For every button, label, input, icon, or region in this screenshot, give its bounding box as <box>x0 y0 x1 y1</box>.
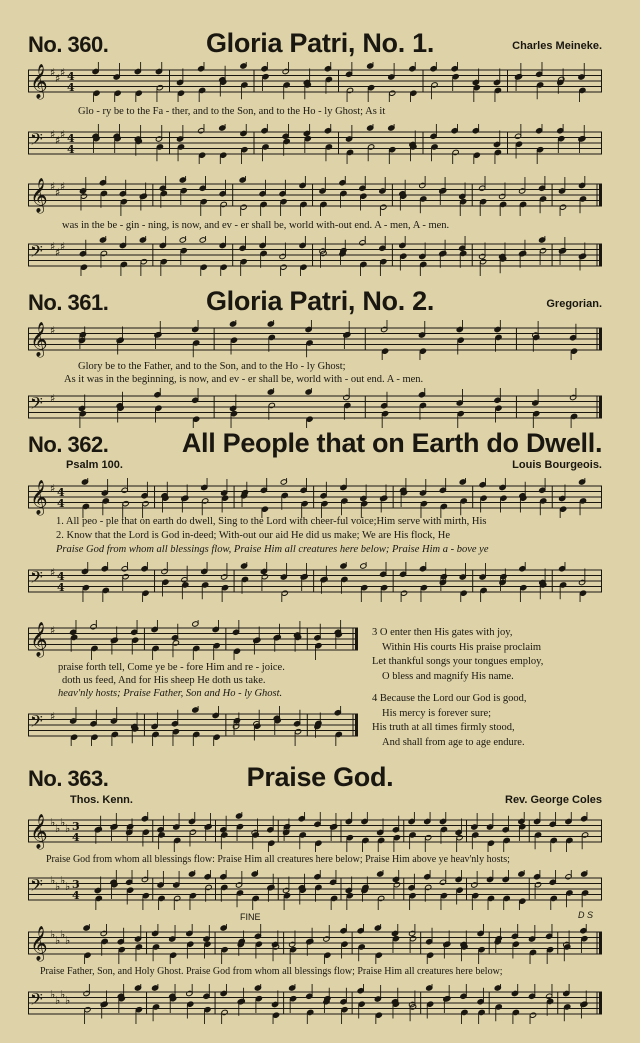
svg-text:4: 4 <box>67 81 75 94</box>
svg-text:𝄞: 𝄞 <box>30 480 48 515</box>
svg-text:4: 4 <box>72 831 80 844</box>
staff-treble <box>28 812 602 852</box>
svg-text:♯: ♯ <box>50 392 56 405</box>
staff-bass <box>28 562 602 602</box>
composer: Louis Bourgeois. <box>512 459 602 471</box>
svg-text:4: 4 <box>67 143 75 156</box>
verse-line: 3 O enter then His gates with joy, <box>372 627 513 638</box>
svg-text:♯: ♯ <box>60 180 66 193</box>
staff-treble <box>28 620 358 660</box>
svg-text:♯: ♯ <box>55 186 61 199</box>
additional-verses <box>372 626 622 758</box>
staff-bass <box>28 124 602 164</box>
svg-text:♭: ♭ <box>55 880 61 893</box>
svg-text:♭: ♭ <box>55 934 61 947</box>
svg-text:♯: ♯ <box>55 246 61 259</box>
svg-text:♭: ♭ <box>55 822 61 835</box>
svg-text:♯: ♯ <box>50 624 56 637</box>
author: Psalm 100. <box>66 459 123 471</box>
svg-text:𝄞: 𝄞 <box>30 622 48 657</box>
ds-marking: D S <box>578 910 594 920</box>
svg-text:♯: ♯ <box>55 134 61 147</box>
hymn-title: All People that on Earth do Dwell. <box>181 428 603 458</box>
svg-text:♭: ♭ <box>55 994 61 1007</box>
svg-text:♯: ♯ <box>50 566 56 579</box>
verse-4 <box>372 692 622 750</box>
fine-marking: FINE <box>240 912 261 922</box>
svg-text:3: 3 <box>72 878 80 891</box>
svg-text:♭: ♭ <box>65 822 71 835</box>
svg-text:♯: ♯ <box>60 128 66 141</box>
staff-treble <box>28 176 602 216</box>
svg-text:𝄞: 𝄞 <box>30 926 48 961</box>
svg-text:♭: ♭ <box>60 816 66 829</box>
svg-text:4: 4 <box>57 497 65 510</box>
svg-text:𝄢: 𝄢 <box>30 711 43 735</box>
lyric-line: Praise God from whom all blessings flow, Praise Him all creatures here below; Praise Him a - bove ye <box>56 544 489 555</box>
lyric-line: 2. Know that the Lord is God in-deed; With-out our aid He did us make; We are His flock, He <box>56 530 451 541</box>
lyric-line: heav'nly hosts; Praise Father, Son and Ho - ly Ghost. <box>58 688 283 699</box>
svg-text:4: 4 <box>72 889 80 902</box>
svg-text:♯: ♯ <box>50 324 56 337</box>
svg-text:♭: ♭ <box>50 874 56 887</box>
svg-text:4: 4 <box>67 70 75 83</box>
hymn-title: Praise God. <box>246 762 394 792</box>
svg-text:𝄞: 𝄞 <box>30 178 48 213</box>
svg-text:♯: ♯ <box>60 240 66 253</box>
lyric-line: doth us feed, And for His sheep He doth us take. <box>62 675 266 686</box>
hymn-number: No. 362. <box>28 432 109 457</box>
svg-text:♯: ♯ <box>50 66 56 79</box>
svg-text:♯: ♯ <box>50 128 56 141</box>
svg-text:♭: ♭ <box>50 928 56 941</box>
svg-text:4: 4 <box>57 486 65 499</box>
svg-text:𝄢: 𝄢 <box>30 241 43 265</box>
staff-bass <box>28 870 602 910</box>
lyric-line: As it was in the beginning, is now, and ev - er shall be, world with - out end. A - men. <box>64 374 424 385</box>
verse-line: 4 Because the Lord our God is good, <box>372 693 527 704</box>
hymn-title: Gloria Patri, No. 1. <box>205 28 435 58</box>
svg-text:𝄢: 𝄢 <box>30 129 43 153</box>
svg-text:♭: ♭ <box>60 874 66 887</box>
svg-text:𝄞: 𝄞 <box>30 64 48 99</box>
svg-text:♭: ♭ <box>65 880 71 893</box>
svg-text:𝄢: 𝄢 <box>30 875 43 899</box>
verse-line: His mercy is forever sure; <box>382 707 492 719</box>
svg-text:♭: ♭ <box>60 928 66 941</box>
svg-text:4: 4 <box>67 132 75 145</box>
staff-treble <box>28 320 602 360</box>
svg-text:♭: ♭ <box>50 988 56 1001</box>
svg-text:♯: ♯ <box>50 180 56 193</box>
lyric-line: praise forth tell, Come ye be - fore Him and re - joice. <box>58 662 285 673</box>
verse-line: Within His courts His praise proclaim <box>382 641 542 653</box>
verse-line: And shall from age to age endure. <box>382 736 525 748</box>
lyric-line: was in the be - gin - ning, is now, and ev - er shall be, world with-out end. A - men, A - men. <box>62 220 450 231</box>
lyric-line: Praise Father, Son, and Holy Ghost. Praise God from whom all blessings flow; Praise Him all creatures here below; <box>40 966 503 977</box>
svg-text:𝄢: 𝄢 <box>30 989 43 1013</box>
svg-text:♭: ♭ <box>50 816 56 829</box>
staff-bass <box>28 388 602 428</box>
svg-text:3: 3 <box>72 820 80 833</box>
svg-text:𝄞: 𝄞 <box>30 814 48 849</box>
svg-text:♯: ♯ <box>60 66 66 79</box>
composer: Gregorian. <box>546 298 602 310</box>
composer: Charles Meineke. <box>512 40 602 52</box>
verse-line: Let thankful songs your tongues employ, <box>372 656 544 667</box>
staff-treble <box>28 478 602 518</box>
composer: Rev. George Coles <box>505 794 602 806</box>
hymn-title: Gloria Patri, No. 2. <box>205 286 435 316</box>
svg-text:𝄢: 𝄢 <box>30 393 43 417</box>
svg-text:♭: ♭ <box>60 988 66 1001</box>
svg-text:♭: ♭ <box>65 934 71 947</box>
svg-text:♯: ♯ <box>50 710 56 723</box>
svg-text:4: 4 <box>57 570 65 583</box>
lyric-line: Glory be to the Father, and to the Son, and to the Ho - ly Ghost; <box>78 361 346 372</box>
svg-text:♯: ♯ <box>50 240 56 253</box>
svg-text:♯: ♯ <box>50 482 56 495</box>
lyric-line: 1. All peo - ple that on earth do dwell, Sing to the Lord with cheer-ful voice;Him serve with mirth, His <box>56 516 487 527</box>
staff-treble <box>28 62 602 102</box>
hymn-number: No. 361. <box>28 290 109 315</box>
svg-text:♯: ♯ <box>55 72 61 85</box>
verse-line: His truth at all times firmly stood, <box>372 722 515 733</box>
staff-bass <box>28 236 602 276</box>
svg-text:♭: ♭ <box>65 994 71 1007</box>
staff-bass <box>28 984 602 1024</box>
svg-text:4: 4 <box>57 581 65 594</box>
verse-line: O bless and magnify His name. <box>382 670 514 682</box>
hymn-number: No. 360. <box>28 32 109 57</box>
svg-text:𝄞: 𝄞 <box>30 322 48 357</box>
lyric-line: Praise God from whom all blessings flow: Praise Him all creatures here below; Praise Him above ye heav'nly hosts; <box>46 854 510 865</box>
svg-text:𝄢: 𝄢 <box>30 567 43 591</box>
staff-bass <box>28 706 358 746</box>
lyric-line: Glo - ry be to the Fa - ther, and to the Son, and to the Ho - ly Ghost; As it <box>78 106 386 117</box>
staff-treble <box>28 924 602 964</box>
verse-3 <box>372 626 622 684</box>
hymn-number: No. 363. <box>28 766 109 791</box>
author: Thos. Kenn. <box>70 794 133 806</box>
